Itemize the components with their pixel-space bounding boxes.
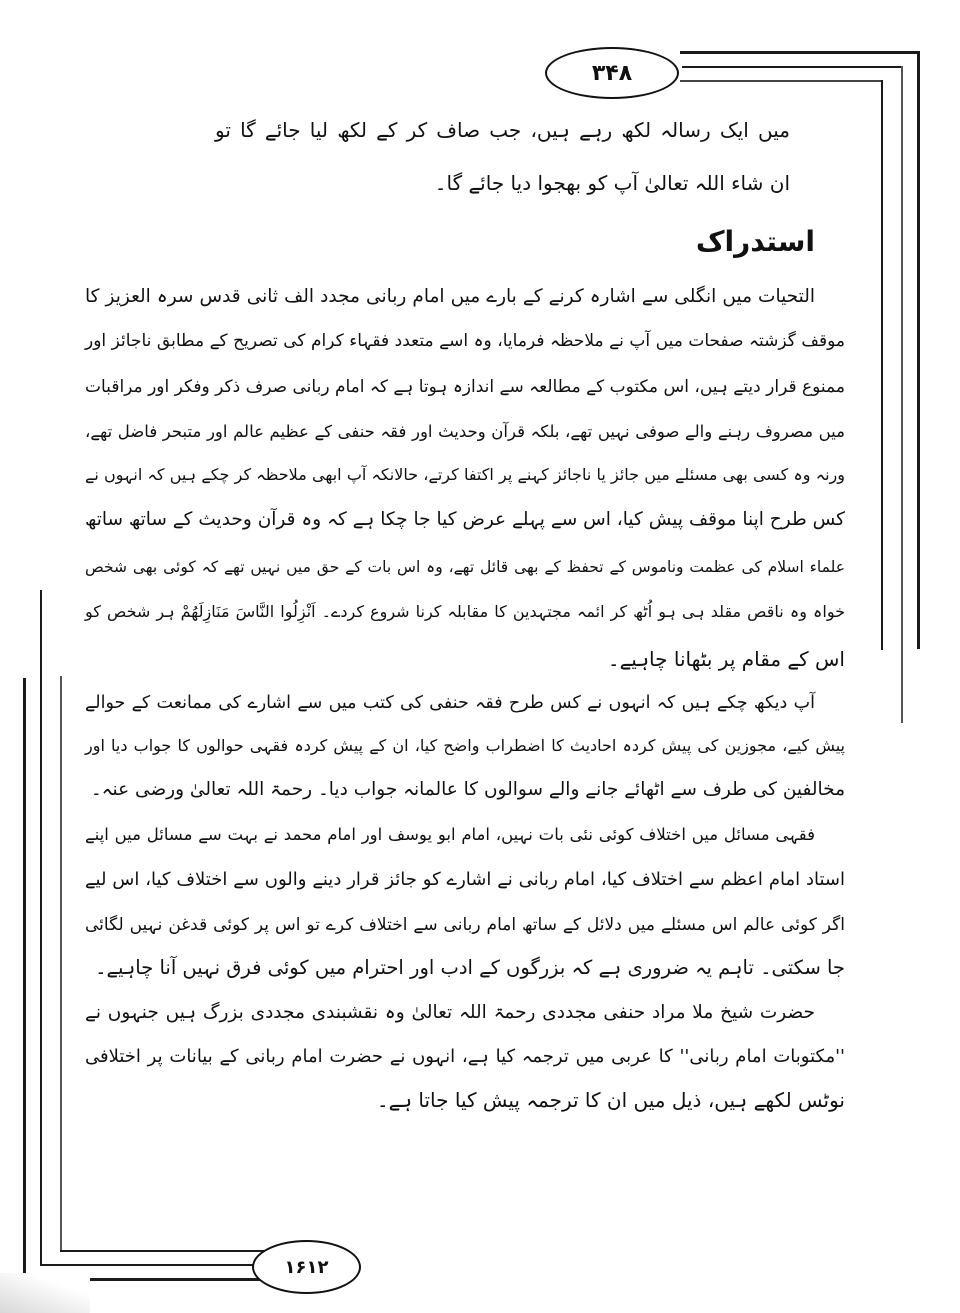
paragraph-line: اگر کوئی عالم اس مسئلے میں دلائل کے ساتھ امام ربانی سے اختلاف کرے تو اس پر کوئی قدغن نہیں لگائی	[85, 915, 845, 935]
paragraph-line: کس طرح اپنا موقف پیش کیا، اس سے پہلے عرض کیا جا چکا ہے کہ وہ قرآن وحدیث کے ساتھ ساتھ	[85, 509, 845, 530]
paragraph-line: التحیات میں انگلی سے اشارہ کرنے کے بارے میں امام ربانی مجدد الف ثانی قدس سرہ العزیز کا	[85, 286, 815, 307]
paragraph-line: حضرت شیخ ملا مراد حنفی مجددی رحمۃ اللہ تعالیٰ وہ نقشبندی مجددی بزرگ ہیں جنہوں نے	[85, 1002, 815, 1023]
paragraph-line: مخالفین کی طرف سے اٹھائے جانے والے سوالوں کا عالمانہ جواب دیا۔ رحمۃ اللہ تعالیٰ ورضی عنہ۔	[90, 779, 845, 800]
intro-line: ان شاء اللہ تعالیٰ آپ کو بھجوا دیا جائے گا۔	[434, 171, 790, 195]
paragraph-line: خواہ وہ ناقص مقلد ہی ہو اُٹھ کر ائمہ مجتہدین کا مقابلہ کرنا شروع کردے۔ اَنْزِلُوا النَّاسَ مَنَازِلَهُمْ ہر شخص کو	[85, 602, 845, 621]
paragraph-line: اس کے مقام پر بٹھانا چاہیے۔	[607, 647, 845, 671]
paragraph-line: ورنہ وہ کسی بھی مسئلے میں جائز یا ناجائز کہنے پر اکتفا کرتے، حالانکہ آپ ابھی ملاحظہ کر چکے ہیں کہ انہوں نے	[85, 465, 845, 484]
paragraph-line: ''مکتوبات امام ربانی'' کا عربی میں ترجمہ کیا ہے، انہوں نے حضرت امام ربانی کے بیانات پر اختلافی	[85, 1046, 845, 1067]
paragraph-line: جا سکتی۔ تاہم یہ ضروری ہے کہ بزرگوں کے ادب اور احترام میں کوئی فرق نہیں آنا چاہیے۔	[95, 956, 845, 979]
paragraph-line: میں مصروف رہنے والے صوفی نہیں تھے، بلکہ قرآن وحدیث اور فقہ حنفی کے عظیم عالم اور متبحر فاضل تھے،	[85, 422, 845, 441]
page-number-bottom: ۱۶۱۲	[252, 1240, 361, 1294]
paragraph-line: علماء اسلام کی عظمت وناموس کے تحفظ کے بھی قائل تھے، وہ اس بات کے حق میں نہیں تھے کہ کوئی بھی شخص	[85, 558, 845, 576]
paragraph-line: استاد امام اعظم سے اختلاف کیا، امام ربانی نے اشارے کو جائز قرار دینے والوں سے اختلاف کیا، اس لیے	[85, 869, 845, 890]
section-heading: استدراک	[695, 225, 815, 258]
paragraph-line: آپ دیکھ چکے ہیں کہ انہوں نے کس طرح فقہ حنفی کی کتب میں سے اشارے کی ممانعت کے حوالے	[85, 693, 815, 713]
paragraph-line: موقف گزشتہ صفحات میں آپ نے ملاحظہ فرمایا، وہ اسے متعدد فقہاء کرام کی تصریح کے مطابق ناجائز اور	[85, 331, 845, 351]
paragraph-line: فقہی مسائل میں اختلاف کوئی نئی بات نہیں، امام ابو یوسف اور امام محمد نے بہت سے مسائل میں اپنے	[85, 825, 815, 844]
paragraph-line: نوٹس لکھے ہیں، ذیل میں ان کا ترجمہ پیش کیا جاتا ہے۔	[376, 1088, 845, 1112]
paragraph-line: پیش کیے، مجوزین کی پیش کردہ احادیث کا اضطراب واضح کیا، ان کے پیش کردہ فقہی حوالوں کا جواب دیا اور	[85, 736, 845, 755]
scan-shadow	[0, 1273, 90, 1313]
intro-line: میں ایک رسالہ لکھ رہے ہیں، جب صاف کر کے لکھ لیا جائے گا تو	[215, 118, 790, 142]
paragraph-line: ممنوع قرار دیتے ہیں، اس مکتوب کے مطالعہ سے اندازہ ہوتا ہے کہ امام ربانی صرف ذکر وفکر اور مراقبات	[85, 377, 845, 397]
page-number-top: ۳۴۸	[545, 47, 679, 99]
